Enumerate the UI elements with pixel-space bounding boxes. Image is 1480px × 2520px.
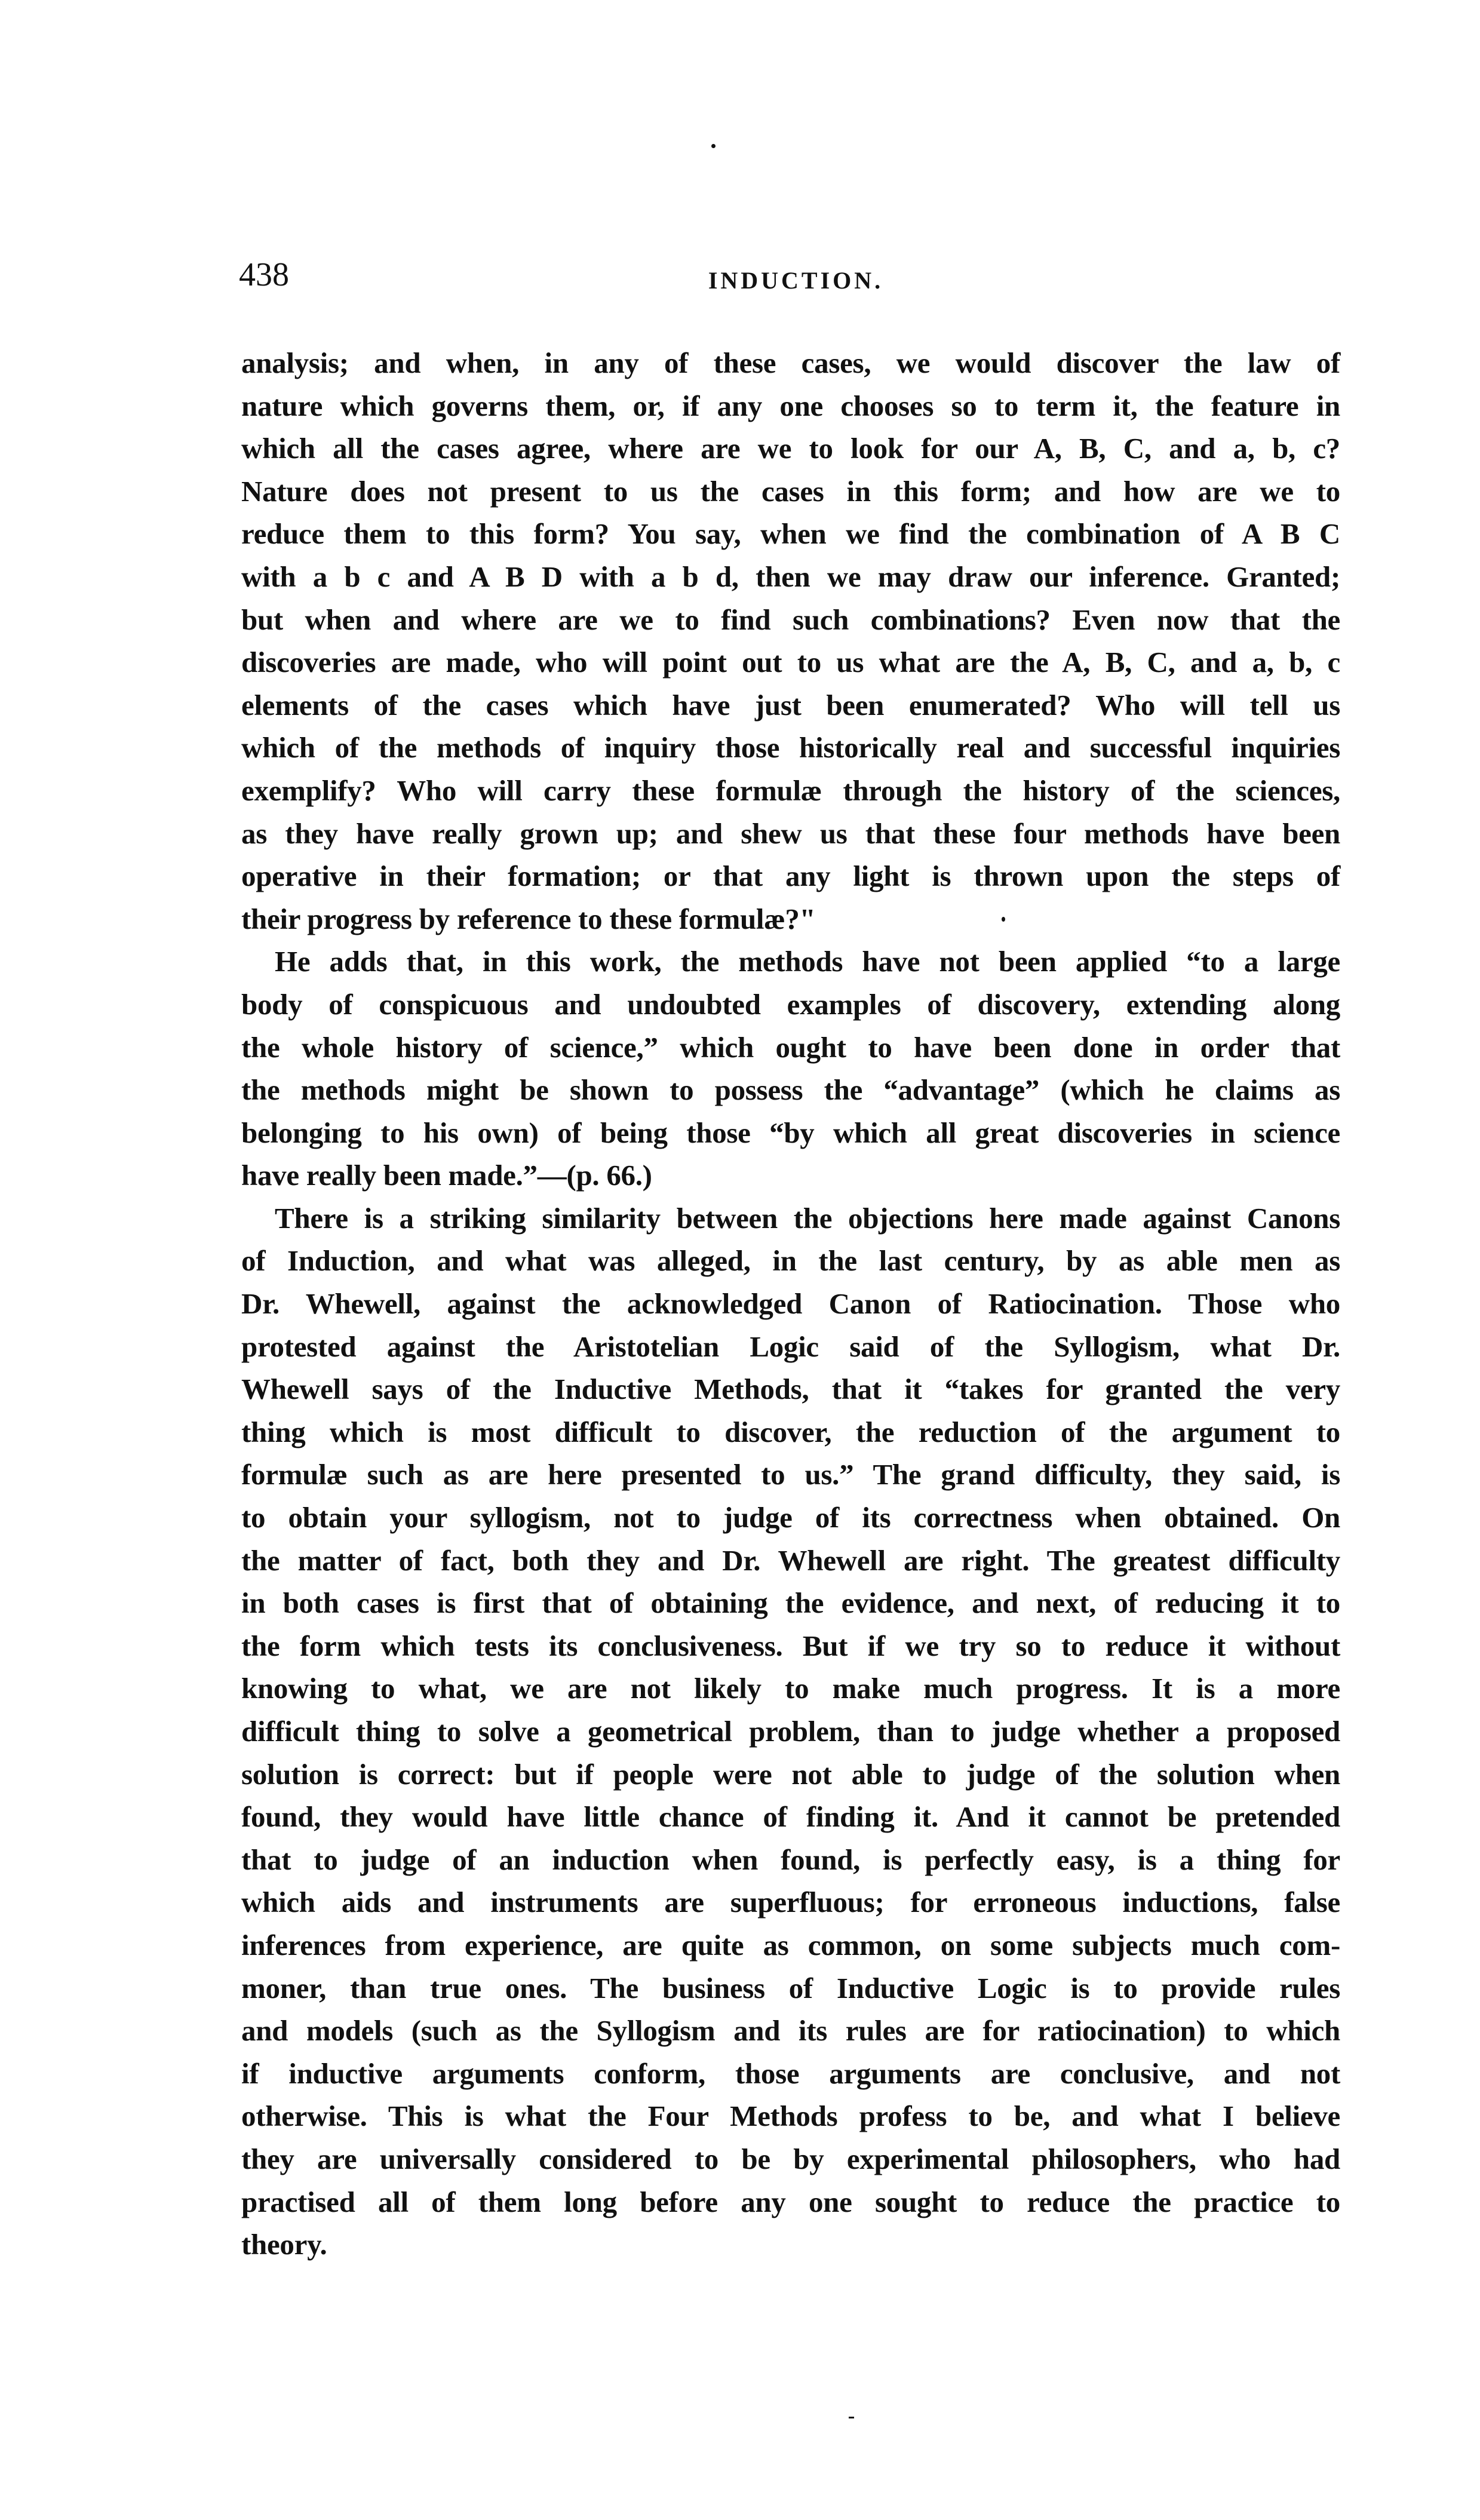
text-line: theory. [241, 2228, 327, 2261]
text-line: discoveries are made, who will point out to us what are the A, B, C, and a, b, c [241, 646, 1340, 679]
text-line: practised all of them long before any one sought to reduce the practice to [241, 2185, 1340, 2218]
running-title: INDUCTION. [708, 267, 884, 294]
text-line: found, they would have little chance of finding it. And it cannot be pretended [241, 1800, 1340, 1834]
text-line: elements of the cases which have just been enumerated? Who will tell us [241, 688, 1340, 722]
text-line: solution is correct: but if people were not able to judge of the solution when [241, 1757, 1340, 1791]
text-line: formulæ such as are here presented to us.” The grand difficulty, they said, is [241, 1458, 1340, 1491]
text-line: operative in their formation; or that any light is thrown upon the steps of [241, 860, 1340, 893]
running-head [239, 251, 1341, 299]
text-line: if inductive arguments conform, those arguments are conclusive, and not [241, 2056, 1340, 2090]
paragraph-he-adds [241, 940, 1340, 1197]
text-line: reduce them to this form? You say, when we find the combination of A B C [241, 517, 1340, 551]
text-line: He adds that, in this work, the methods have not been applied “to a large [275, 945, 1340, 978]
text-line: the methods might be shown to possess the “advantage” (which he claims as [241, 1073, 1340, 1107]
text-line: have really been made.”—(p. 66.) [241, 1159, 652, 1192]
text-line: nature which governs them, or, if any one chooses so to term it, the feature in [241, 389, 1340, 422]
text-line: belonging to his own) of being those “by which all great discoveries in science [241, 1116, 1340, 1149]
text-line: and models (such as the Syllogism and its rules are for ratiocination) to which [241, 2014, 1340, 2048]
text-line: which of the methods of inquiry those historically real and successful inquiries [241, 731, 1340, 765]
text-line: exemplify? Who will carry these formulæ through the history of the sciences, [241, 774, 1340, 807]
text-line: otherwise. This is what the Four Methods profess to be, and what I believe [241, 2100, 1340, 2133]
body-text [241, 342, 1340, 2266]
page-number: 438 [239, 256, 289, 293]
print-speck-mid [1002, 917, 1005, 922]
text-line: the form which tests its conclusiveness. But if we try so to reduce it without [241, 1629, 1340, 1662]
text-line: as they have really grown up; and shew us that these four methods have been [241, 817, 1340, 850]
text-line: but when and where are we to find such combinations? Even now that the [241, 603, 1340, 636]
text-line: inferences from experience, are quite as common, on some subjects much com- [241, 1928, 1340, 1962]
text-line: difficult thing to solve a geometrical problem, than to judge whether a proposed [241, 1715, 1340, 1748]
text-line: of Induction, and what was alleged, in the last century, by as able men as [241, 1244, 1340, 1278]
text-line: their progress by reference to these formulæ?" [241, 902, 816, 935]
text-line: in both cases is first that of obtaining the evidence, and next, of reducing it to [241, 1586, 1340, 1620]
text-line: they are universally considered to be by experimental philosophers, who had [241, 2142, 1340, 2175]
print-speck-bottom [849, 2417, 854, 2418]
text-line: knowing to what, we are not likely to make much progress. It is a more [241, 1672, 1340, 1705]
paragraph-quotation-continued [241, 342, 1340, 940]
text-line: that to judge of an induction when found, is perfectly easy, is a thing for [241, 1843, 1340, 1876]
text-line: Dr. Whewell, against the acknowledged Canon of Ratiocination. Those who [241, 1287, 1340, 1321]
text-line: moner, than true ones. The business of Inductive Logic is to provide rules [241, 1971, 1340, 2005]
text-line: thing which is most difficult to discover, the reduction of the argument to [241, 1415, 1340, 1448]
print-speck-top [711, 144, 716, 148]
paragraph-striking-similarity [241, 1197, 1340, 2266]
text-line: Whewell says of the Inductive Methods, that it “takes for granted the very [241, 1373, 1340, 1406]
text-line: analysis; and when, in any of these cases, we would discover the law of [241, 346, 1340, 379]
text-line: the matter of fact, both they and Dr. Whewell are right. The greatest difficulty [241, 1543, 1340, 1577]
text-line: There is a striking similarity between the objections here made against Canons [275, 1201, 1340, 1235]
text-line: which all the cases agree, where are we to look for our A, B, C, and a, b, c? [241, 432, 1340, 465]
text-line: which aids and instruments are superfluous; for erroneous inductions, false [241, 1886, 1340, 1919]
text-line: the whole history of science,” which ought to have been done in order that [241, 1030, 1340, 1064]
text-line: protested against the Aristotelian Logic said of the Syllogism, what Dr. [241, 1330, 1340, 1363]
text-line: to obtain your syllogism, not to judge of its correctness when obtained. On [241, 1501, 1340, 1534]
text-line: Nature does not present to us the cases in this form; and how are we to [241, 474, 1340, 508]
text-line: body of conspicuous and undoubted examples of discovery, extending along [241, 987, 1340, 1021]
text-line: with a b c and A B D with a b d, then we may draw our inference. Granted; [241, 560, 1340, 593]
